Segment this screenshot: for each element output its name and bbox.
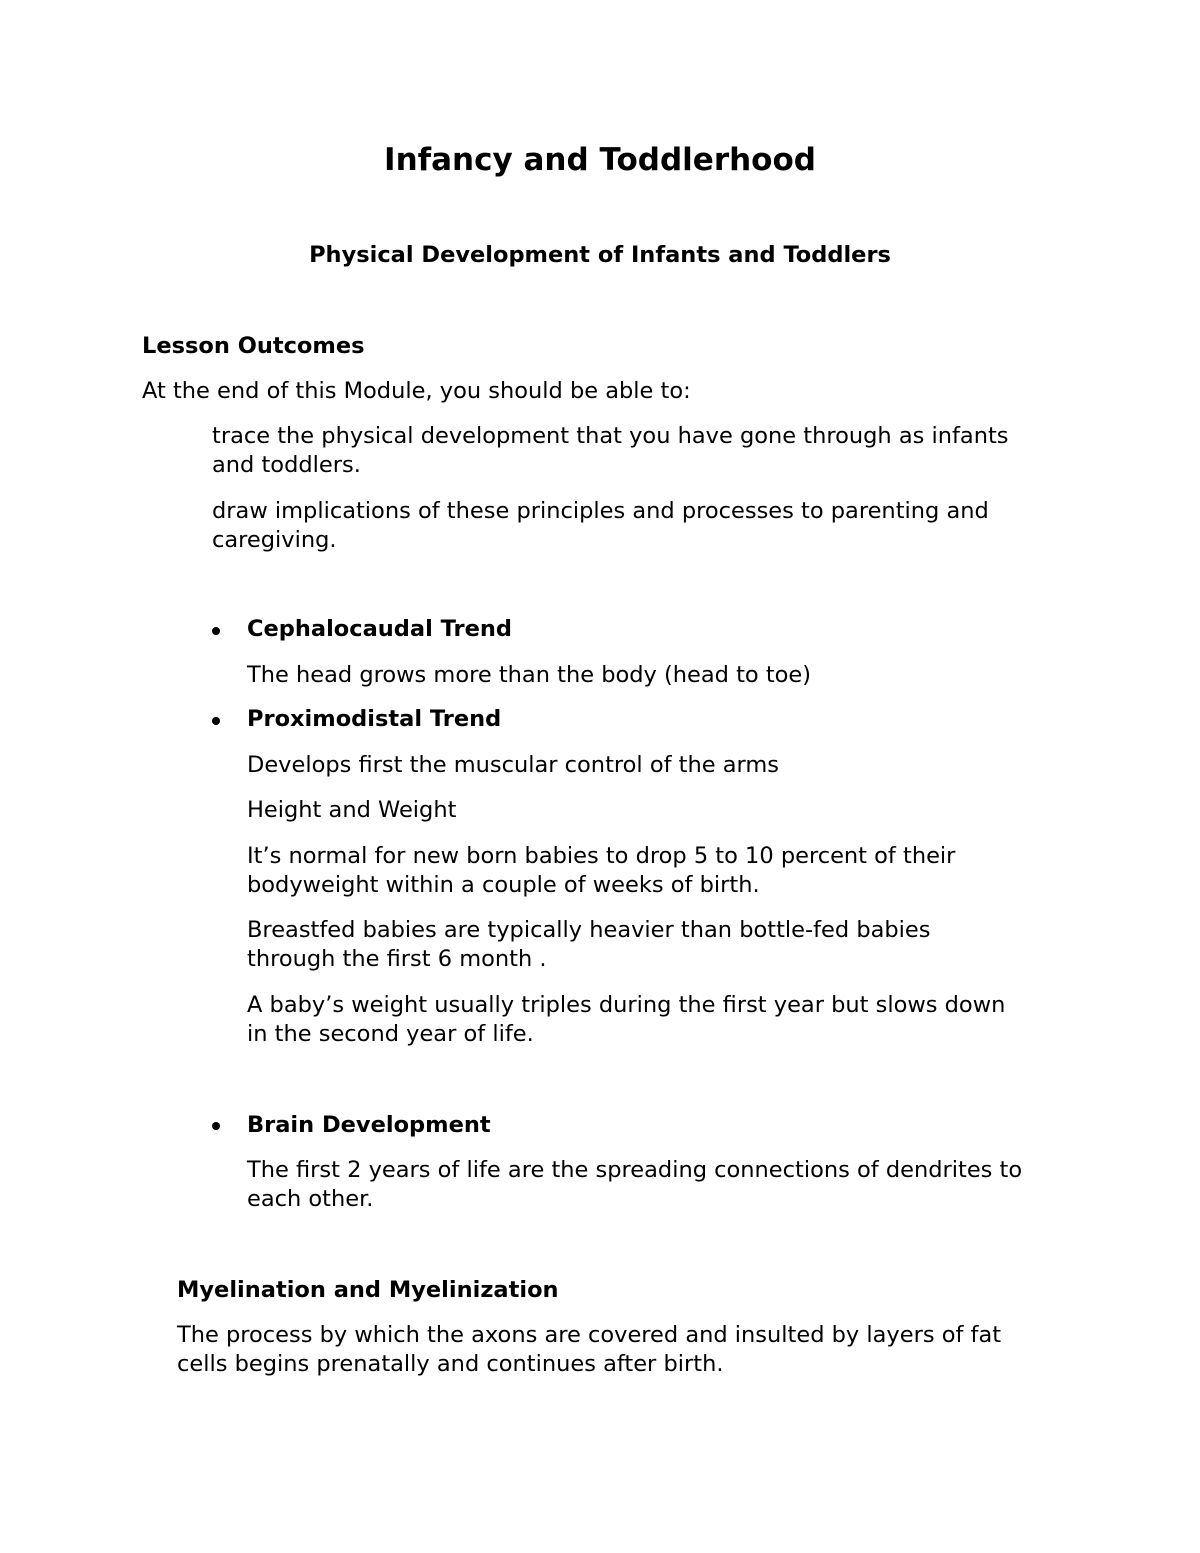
paragraph-line: bodyweight within a couple of weeks of birth. [247, 872, 760, 898]
trend-paragraph: Develops first the muscular control of the arms [247, 752, 780, 778]
paragraph-line: A baby’s weight usually triples during the first year but slows down [247, 992, 1006, 1018]
paragraph-line: through the first 6 month . [247, 946, 547, 972]
lesson-outcomes-intro: At the end of this Module, you should be able to: [142, 378, 691, 404]
bullet-icon [212, 717, 220, 725]
bullet-icon [212, 1122, 220, 1130]
outcome-item [212, 497, 989, 555]
page-title: Infancy and Toddlerhood [384, 142, 816, 178]
lesson-outcomes-heading: Lesson Outcomes [142, 333, 365, 359]
paragraph-line: Breastfed babies are typically heavier than bottle-fed babies [247, 917, 931, 943]
section-paragraph [177, 1321, 1001, 1379]
trend-heading: Proximodistal Trend [247, 706, 502, 732]
paragraph-line: cells begins prenatally and continues after birth. [177, 1351, 724, 1377]
bullet-icon [212, 627, 220, 635]
outcome-item-line: trace the physical development that you have gone through as infants [212, 423, 1009, 449]
outcome-item [212, 422, 1009, 480]
outcome-item-line: and toddlers. [212, 452, 361, 478]
paragraph-line: in the second year of life. [247, 1021, 534, 1047]
trend-paragraph: The head grows more than the body (head to toe) [247, 662, 812, 688]
trend-paragraph [247, 1156, 1022, 1214]
trend-paragraph [247, 991, 1005, 1049]
paragraph-line: The first 2 years of life are the spreading connections of dendrites to [247, 1157, 1023, 1183]
trend-heading: Brain Development [247, 1112, 491, 1138]
page-subtitle: Physical Development of Infants and Toddlers [309, 242, 891, 268]
section-heading: Myelination and Myelinization [177, 1277, 559, 1303]
paragraph-line: The process by which the axons are covered and insulted by layers of fat [177, 1322, 1002, 1348]
outcome-item-line: draw implications of these principles and processes to parenting and [212, 498, 989, 524]
paragraph-line: It’s normal for new born babies to drop 5 to 10 percent of their [247, 843, 956, 869]
trend-paragraph [247, 842, 955, 900]
paragraph-line: each other. [247, 1186, 374, 1212]
trend-paragraph: Height and Weight [247, 797, 457, 823]
outcome-item-line: caregiving. [212, 527, 337, 553]
trend-paragraph [247, 916, 930, 974]
trend-heading: Cephalocaudal Trend [247, 616, 512, 642]
